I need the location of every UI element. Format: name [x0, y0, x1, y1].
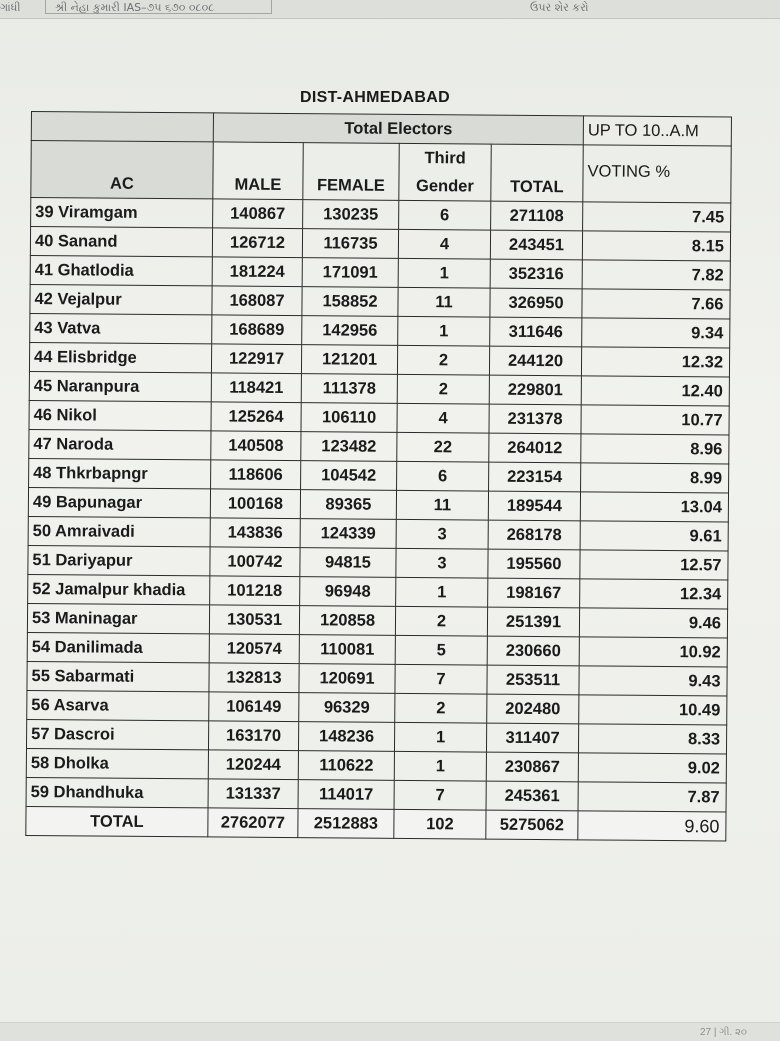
female-cell: 124339: [300, 519, 396, 549]
total-cell: 243451: [490, 230, 582, 260]
male-cell: 118421: [211, 373, 301, 403]
third-gender-cell: 1: [398, 316, 490, 346]
total-male-cell: 2762077: [208, 808, 298, 838]
ac-cell: 52 Jamalpur khadia: [28, 574, 210, 604]
voting-pct-cell: 12.34: [580, 579, 728, 609]
strip-left-text: ગાંધી: [0, 1, 21, 14]
female-cell: 158852: [302, 287, 398, 317]
district-title: DIST-AHMEDABAD: [300, 89, 450, 106]
ac-cell: 45 Naranpura: [29, 371, 211, 401]
female-cell: 116735: [302, 229, 398, 259]
table-row: [27, 603, 727, 637]
male-cell: 120574: [209, 634, 299, 664]
table-row: [29, 342, 729, 376]
voting-pct-cell: 8.96: [581, 434, 729, 464]
female-cell: 148236: [298, 722, 394, 752]
male-cell: 163170: [208, 721, 298, 751]
header-female: FEMALE: [303, 143, 399, 201]
total-cell: 311646: [490, 317, 582, 347]
total-row: [26, 806, 726, 840]
voting-pct-cell: 8.99: [581, 463, 729, 493]
male-cell: 143836: [210, 518, 300, 548]
total-cell: 253511: [487, 665, 579, 695]
ac-cell: 53 Maninagar: [27, 603, 209, 633]
male-cell: 130531: [209, 605, 299, 635]
total-cell: 230867: [486, 752, 578, 782]
table-row: [29, 458, 729, 492]
total-label-cell: TOTAL: [26, 806, 208, 836]
total-cell: 326950: [490, 288, 582, 318]
grand-total-cell: 5275062: [486, 810, 578, 840]
table-row: [29, 371, 729, 405]
male-cell: 125264: [211, 402, 301, 432]
voting-pct-cell: 8.33: [578, 724, 726, 754]
header-ac: AC: [31, 141, 213, 199]
third-gender-cell: 11: [396, 490, 488, 520]
header-blank-cell: [31, 112, 213, 142]
total-cell: 202480: [487, 694, 579, 724]
third-gender-cell: 1: [394, 722, 486, 752]
header-voting-pct: VOTING %: [583, 145, 731, 203]
third-gender-cell: 11: [398, 287, 490, 317]
female-cell: 96948: [300, 577, 396, 607]
voting-pct-cell: 8.15: [582, 231, 730, 261]
ac-cell: 43 Vatva: [30, 313, 212, 343]
total-cell: 223154: [489, 462, 581, 492]
voting-pct-cell: 13.04: [580, 492, 728, 522]
third-gender-cell: 6: [397, 461, 489, 491]
ac-cell: 50 Amraivadi: [28, 516, 210, 546]
top-strip: [0, 0, 780, 19]
male-cell: 140508: [211, 431, 301, 461]
ac-cell: 49 Bapunagar: [28, 487, 210, 517]
voting-pct-cell: 7.82: [582, 260, 730, 290]
third-gender-cell: 6: [399, 200, 491, 230]
header-row-2: [31, 141, 731, 203]
third-gender-cell: 5: [395, 635, 487, 665]
total-cell: 195560: [488, 549, 580, 579]
male-cell: 131337: [208, 779, 298, 809]
male-cell: 100742: [210, 547, 300, 577]
voting-pct-cell: 9.61: [580, 521, 728, 551]
female-cell: 94815: [300, 548, 396, 578]
table-row: [26, 777, 726, 811]
header-third-gender: [399, 143, 491, 201]
third-gender-cell: 7: [394, 780, 486, 810]
total-third-gender-cell: 102: [394, 809, 486, 839]
male-cell: 181224: [212, 257, 302, 287]
voting-pct-cell: 12.57: [580, 550, 728, 580]
voting-pct-cell: 7.87: [578, 782, 726, 812]
total-cell: 264012: [489, 433, 581, 463]
total-cell: 268178: [488, 520, 580, 550]
header-total: TOTAL: [491, 144, 583, 202]
voting-pct-cell: 9.46: [579, 608, 727, 638]
voting-pct-cell: 7.45: [583, 202, 731, 232]
bottom-strip: [0, 1022, 780, 1041]
male-cell: 126712: [212, 228, 302, 258]
header-up-to-time: UP TO 10..A.M: [583, 116, 731, 146]
total-cell: 231378: [489, 404, 581, 434]
male-cell: 168689: [212, 315, 302, 345]
female-cell: 104542: [301, 461, 397, 491]
female-cell: 110081: [299, 635, 395, 665]
voting-pct-cell: 12.40: [581, 376, 729, 406]
male-cell: 106149: [209, 692, 299, 722]
voting-pct-cell: 10.77: [581, 405, 729, 435]
female-cell: 111378: [301, 374, 397, 404]
third-gender-cell: 3: [396, 519, 488, 549]
table-row: [28, 487, 728, 521]
table-row: [27, 632, 727, 666]
female-cell: 96329: [299, 693, 395, 723]
total-cell: 189544: [488, 491, 580, 521]
male-cell: 101218: [210, 576, 300, 606]
voting-pct-cell: 10.92: [579, 637, 727, 667]
total-female-cell: 2512883: [298, 809, 394, 839]
third-gender-cell: 2: [397, 345, 489, 375]
ac-cell: 56 Asarva: [27, 690, 209, 720]
total-cell: 198167: [488, 578, 580, 608]
male-cell: 132813: [209, 663, 299, 693]
total-cell: 229801: [489, 375, 581, 405]
ac-cell: 47 Naroda: [29, 429, 211, 459]
voting-pct-cell: 12.32: [581, 347, 729, 377]
voting-pct-cell: 7.66: [582, 289, 730, 319]
third-gender-cell: 1: [398, 258, 490, 288]
ac-cell: 46 Nikol: [29, 400, 211, 430]
strip-right-text: ઉપર શેર કરો: [530, 1, 589, 14]
ac-cell: 41 Ghatlodia: [30, 255, 212, 285]
female-cell: 121201: [301, 345, 397, 375]
ac-cell: 40 Sanand: [30, 227, 212, 257]
voting-pct-cell: 9.02: [578, 753, 726, 783]
total-cell: 244120: [489, 346, 581, 376]
total-cell: 251391: [487, 607, 579, 637]
male-cell: 118606: [211, 460, 301, 490]
ac-cell: 54 Danilimada: [27, 632, 209, 662]
ac-cell: 39 Viramgam: [31, 198, 213, 228]
table-row: [27, 661, 727, 695]
third-gender-cell: 7: [395, 664, 487, 694]
total-cell: 271108: [491, 201, 583, 231]
third-gender-cell: 2: [395, 693, 487, 723]
ac-cell: 48 Thkrbapngr: [29, 458, 211, 488]
electors-table: [25, 111, 732, 841]
third-gender-cell: 4: [398, 229, 490, 259]
female-cell: 120858: [299, 606, 395, 636]
ac-cell: 44 Elisbridge: [29, 342, 211, 372]
female-cell: 123482: [301, 432, 397, 462]
third-gender-cell: 22: [397, 432, 489, 462]
male-cell: 168087: [212, 286, 302, 316]
third-gender-cell: 4: [397, 403, 489, 433]
strip-officer-line: શ્રી નેહા કુમારી IAS–૭૫ ૬૭૦ ૦૮૦૮: [55, 1, 215, 14]
female-cell: 130235: [303, 200, 399, 230]
female-cell: 142956: [302, 316, 398, 346]
total-cell: 352316: [490, 259, 582, 289]
female-cell: 114017: [298, 780, 394, 810]
third-gender-cell: 3: [396, 548, 488, 578]
total-voting-pct-cell: 9.60: [578, 811, 726, 841]
third-gender-cell: 1: [396, 577, 488, 607]
voting-pct-cell: 9.43: [579, 666, 727, 696]
female-cell: 120691: [299, 664, 395, 694]
female-cell: 106110: [301, 403, 397, 433]
female-cell: 171091: [302, 258, 398, 288]
voting-pct-cell: 10.49: [579, 695, 727, 725]
ac-cell: 42 Vejalpur: [30, 284, 212, 314]
ac-cell: 57 Dascroi: [26, 719, 208, 749]
table-row: [28, 574, 728, 608]
ac-cell: 59 Dhandhuka: [26, 777, 208, 807]
male-cell: 100168: [210, 489, 300, 519]
total-cell: 230660: [487, 636, 579, 666]
voting-pct-cell: 9.34: [582, 318, 730, 348]
header-male: MALE: [213, 142, 303, 200]
third-gender-cell: 1: [394, 751, 486, 781]
table-row: [28, 516, 728, 550]
table-row: [31, 198, 731, 232]
female-cell: 89365: [300, 490, 396, 520]
ac-cell: 55 Sabarmati: [27, 661, 209, 691]
female-cell: 110622: [298, 751, 394, 781]
header-total-electors: Total Electors: [213, 113, 583, 145]
third-gender-cell: 2: [397, 374, 489, 404]
bottom-page-ref: 27 | ગી. ૨૦: [700, 1027, 747, 1038]
total-cell: 311407: [486, 723, 578, 753]
male-cell: 120244: [208, 750, 298, 780]
ac-cell: 51 Dariyapur: [28, 545, 210, 575]
header-third-gender-label: Third Gender: [415, 149, 474, 196]
male-cell: 122917: [211, 344, 301, 374]
total-cell: 245361: [486, 781, 578, 811]
third-gender-cell: 2: [395, 606, 487, 636]
ac-cell: 58 Dholka: [26, 748, 208, 778]
male-cell: 140867: [213, 199, 303, 229]
